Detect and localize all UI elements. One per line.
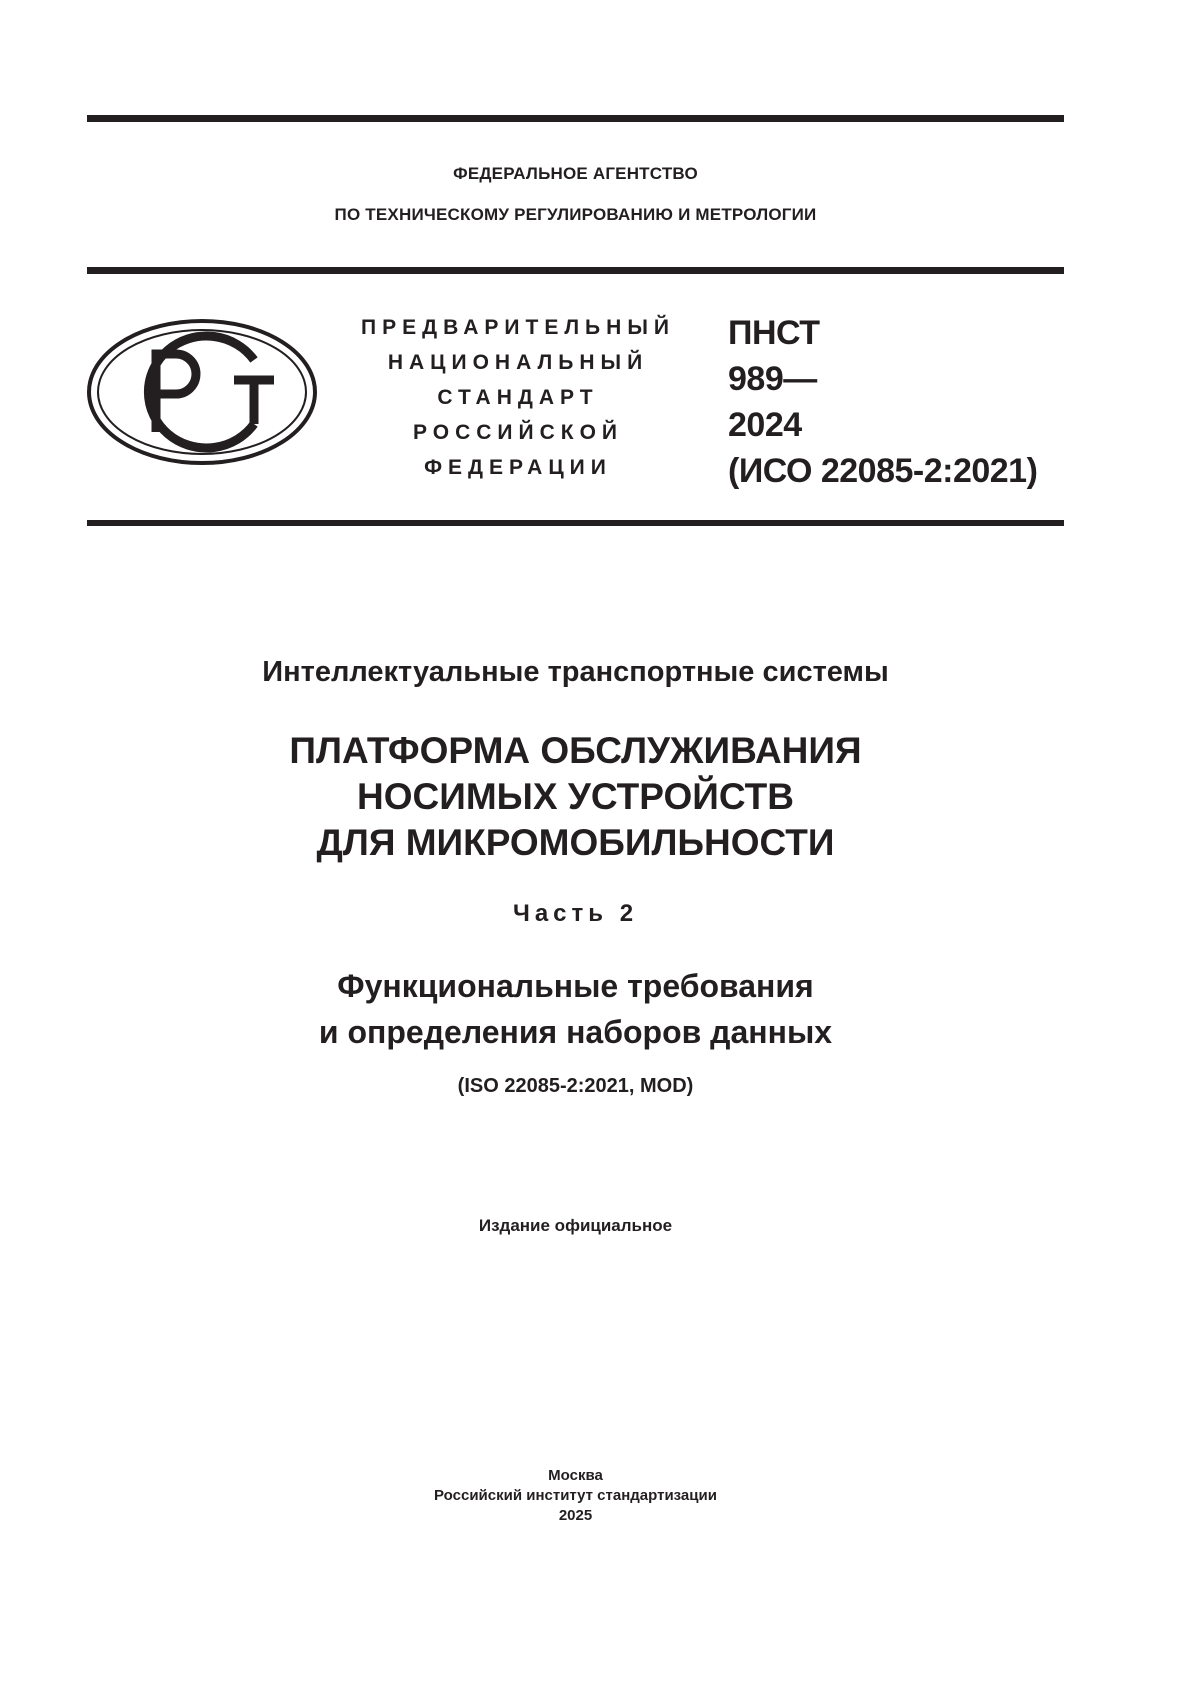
standard-kind-line: ФЕДЕРАЦИИ	[424, 456, 612, 479]
agency-name-line-2: ПО ТЕХНИЧЕСКОМУ РЕГУЛИРОВАНИЮ И МЕТРОЛОГИИ	[334, 205, 817, 224]
standard-id-line: 2024	[728, 406, 802, 444]
imprint	[87, 1466, 1064, 1526]
standard-id-line: ПНСТ	[728, 314, 820, 352]
subtitle-line: и определения наборов данных	[318, 1014, 833, 1050]
subtitle-line: Функциональные требования	[337, 968, 814, 1004]
agency-name-line-1: ФЕДЕРАЛЬНОЕ АГЕНТСТВО	[453, 164, 698, 183]
standard-id-line: (ИСО 22085-2:2021)	[728, 452, 1038, 490]
designation-rule	[87, 520, 1064, 526]
title-line: ДЛЯ МИКРОМОБИЛЬНОСТИ	[316, 822, 835, 863]
standard-kind-line: СТАНДАРТ	[437, 386, 599, 409]
header-rule	[87, 267, 1064, 274]
document-title	[87, 728, 1064, 866]
title-line: НОСИМЫХ УСТРОЙСТВ	[357, 776, 794, 817]
iso-reference: (ISO 22085-2:2021, MOD)	[457, 1075, 694, 1097]
standard-kind-line: ПРЕДВАРИТЕЛЬНЫЙ	[361, 316, 675, 339]
imprint-city: Москва	[548, 1467, 603, 1484]
title-line: ПЛАТФОРМА ОБСЛУЖИВАНИЯ	[289, 730, 862, 771]
standard-designation	[728, 310, 1037, 494]
part-label: Часть 2	[512, 900, 639, 927]
subject-field: Интеллектуальные транспортные системы	[262, 656, 889, 688]
standard-kind-line: НАЦИОНАЛЬНЫЙ	[387, 351, 649, 374]
rst-logo-icon	[86, 318, 318, 466]
standard-id-line: 989—	[728, 360, 817, 398]
top-rule	[87, 115, 1064, 122]
standard-kind-line: РОССИЙСКОЙ	[413, 421, 623, 444]
document-subtitle	[87, 963, 1064, 1055]
imprint-publisher: Российский институт стандартизации	[434, 1487, 717, 1504]
edition-note: Издание официальное	[478, 1216, 673, 1235]
imprint-year: 2025	[558, 1507, 593, 1524]
standard-kind	[343, 310, 693, 485]
